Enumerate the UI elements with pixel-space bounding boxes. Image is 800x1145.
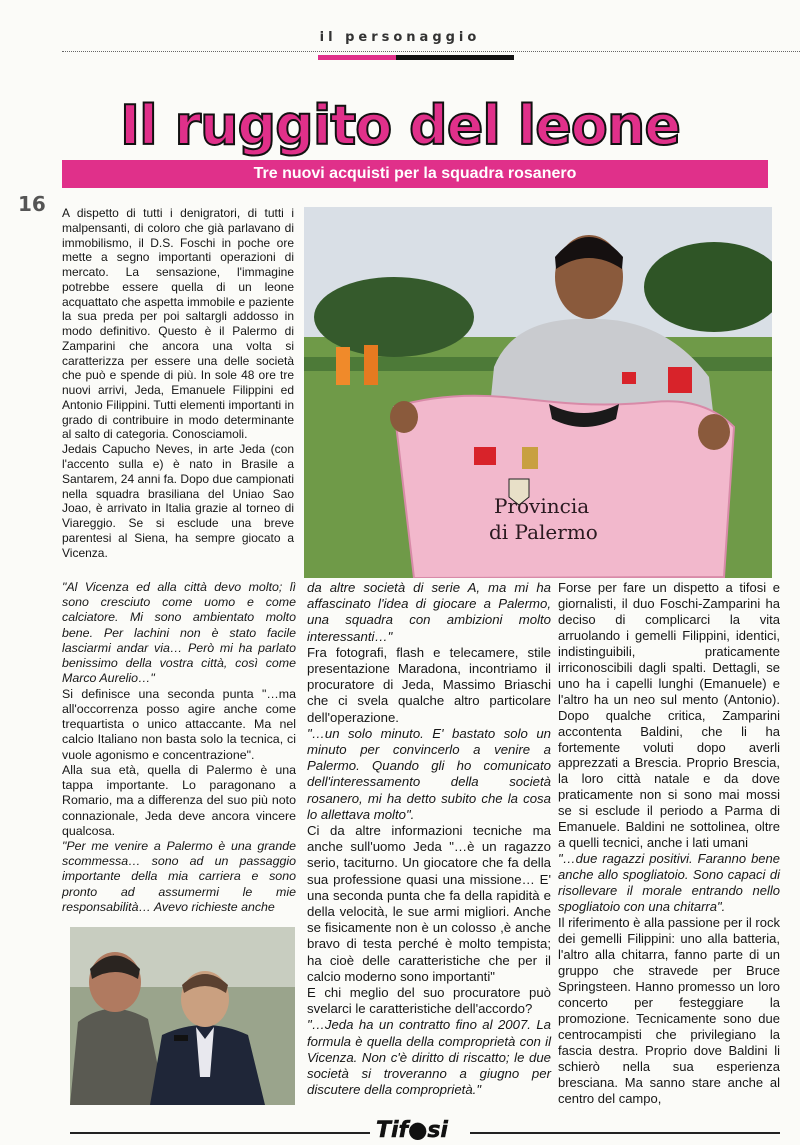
paragraph: "Al Vicenza ed alla città devo molto; lì sono cresciuto come uomo e come calciatore. Mi sono ambientato molto bene. Per lachini non è stato facile lasciarmi andar via… Però mi ha parlato benissimo della vostra città, così come Marco Aurelio…" <box>62 580 296 686</box>
logo-part1: Tif <box>376 1118 409 1143</box>
header-accent-bar <box>318 55 514 60</box>
soccer-ball-icon: ● <box>408 1118 428 1143</box>
paragraph: "…un solo minuto. E' bastato solo un minuto per convincerlo a venire a Palermo. Quando gli ho comunicato dell'interessamento della società rosanero, mi ha detto subito che la cosa lo allettava molto". <box>307 725 551 822</box>
column-1-bottom <box>62 580 296 915</box>
footer-rule-left <box>70 1132 370 1134</box>
paragraph: "…due ragazzi positivi. Faranno bene anche allo spogliatoio. Sono capaci di risollevare il morale entrando nello spogliatoio con una chitarra". <box>558 851 780 915</box>
shirt-text-line1: Provincia <box>494 494 590 518</box>
page-number: 16 <box>18 192 46 216</box>
paragraph: A dispetto di tutti i denigratori, di tutti i malpensanti, di coloro che già parlavano di immobilismo, il D.S. Foschi in poche ore mette a segno importanti operazioni di mercato. La sensazione, l'immagine potrebbe essere quella di un leone acquattato che aspetta immobile e paziente la sua preda per poi saltargli addosso in modo definitivo. Questo è il Palermo di Zamparini che ancora una volta si caratterizza per essere una delle società che può e spende di più. In sole 48 ore tre nuovi arrivi, Jeda, Emanuele Filippini ed Antonio Filippini. Tutti elementi importanti in grado di contribuire in modo determinante al salto di categoria. Conosciamoli. <box>62 206 294 442</box>
accent-pink-segment <box>318 55 396 60</box>
logo-part2: si <box>427 1118 448 1143</box>
paragraph: Jedais Capucho Neves, in arte Jeda (con l'accento sulla e) è nato in Brasile a Santarem, 24 anni fa. Dopo due campionati nella squadra brasiliana del Uniao Sao Joao, è arrivato in Italia grazie al torneo di Viareggio. Se si esclude una breve parentesi al Siena, ha sempre giocato a Vicenza. <box>62 442 294 560</box>
photo-player-with-shirt <box>304 207 772 578</box>
paragraph: "…Jeda ha un contratto fino al 2007. La formula è quella della comproprietà con il Vicenza. Non c'è diritto di riscatto; le due società si troveranno a giugno per discutere della comproprietà." <box>307 1017 551 1098</box>
paragraph: Ci da altre informazioni tecniche ma anche sull'uomo Jeda "…è un ragazzo serio, taciturno. Un giocatore che fa della sua professione quasi una missione… E' una seconda punta che fa della rapidità e della velocità, le sue armi migliori. Anche se fisicamente non è un colosso ,è anche bravo di testa perché è molto tempista; ha cioè delle caratteristiche che per il calcio moderno sono importanti" <box>307 823 551 984</box>
footer-rule-right <box>470 1132 780 1134</box>
paragraph: Alla sua età, quella di Palermo è una tappa importante. Lo paragonano a Romario, ma a differenza del suo più noto connazionale, Jeda deve ancora vincere qualcosa. <box>62 762 296 838</box>
subtitle-bar: Tre nuovi acquisti per la squadra rosanero <box>62 160 768 188</box>
paragraph: Fra fotografi, flash e telecamere, stile presentazione Maradona, incontriamo il procuratore di Jeda, Massimo Briaschi che ci svela qualche altro particolare dell'operazione. <box>307 644 551 725</box>
paragraph: "Per me venire a Palermo è una grande scommessa… sono ad un passaggio importante della mia carriera e sono pronto ad assumermi le mie responsabilità… Avevo richieste anche <box>62 838 296 914</box>
accent-black-segment <box>396 55 514 60</box>
paragraph: Il riferimento è alla passione per il rock dei gemelli Filippini: uno alla batteria, l'altro alla chitarra, fanno parte di un gruppo che stravede per Bruce Springsteen. Hanno promesso un loro concerto per festeggiare la promozione. Tecnicamente sono due centrocampisti che privilegiano la fascia destra. Proprio dove Baldini li schierò nella sua esperienza bresciana. Ma sanno stare anche al centro del campo, <box>558 915 780 1106</box>
paragraph: Forse per fare un dispetto a tifosi e giornalisti, il duo Foschi-Zamparini ha deciso di complicarci la vita arruolando i gemelli Filippini, identici, indistinguibili, praticamente irriconoscibili dagli spalti. Dettagli, se uno ha i capelli lunghi (Emanuele) e l'altro ha un neo sul mento (Antonio). Dopo qualche critica, Zamparini accontenta Baldini, che li ha fortemente voluti dopo averli apprezzati a Brescia. Proprio Brescia, la loro città natale e da dove praticamente non si sono mai mossi se si esclude il periodo a Parma di Emanuele. Baldini ne sottolinea, oltre a quelli tecnici, anche i lati umani <box>558 580 780 851</box>
section-label: il personaggio <box>319 30 481 45</box>
photo-interview <box>70 927 295 1105</box>
column-2 <box>307 580 551 1099</box>
header-dotted-rule <box>62 51 800 52</box>
paragraph: Si definisce una seconda punta "…ma all'occorrenza posso agire anche come trequartista o unico attaccante. Ma nel calcio Italiano non basta solo la tecnica, ci vuole agonismo e concentrazione". <box>62 686 296 762</box>
column-1-top <box>62 206 294 560</box>
paragraph: E chi meglio del suo procuratore può svelarci le caratteristiche dell'accordo? <box>307 985 551 1017</box>
photo-main-illustration <box>304 207 772 578</box>
headline: Il ruggito del leone <box>120 94 680 157</box>
column-3 <box>558 580 780 1106</box>
paragraph: da altre società di serie A, ma mi ha affascinato l'idea di giocare a Palermo, una squadra con ambizioni molto interessanti…" <box>307 580 551 644</box>
photo-small-illustration <box>70 927 295 1105</box>
footer-magazine-logo <box>376 1118 448 1143</box>
shirt-text-line2: di Palermo <box>489 520 598 544</box>
